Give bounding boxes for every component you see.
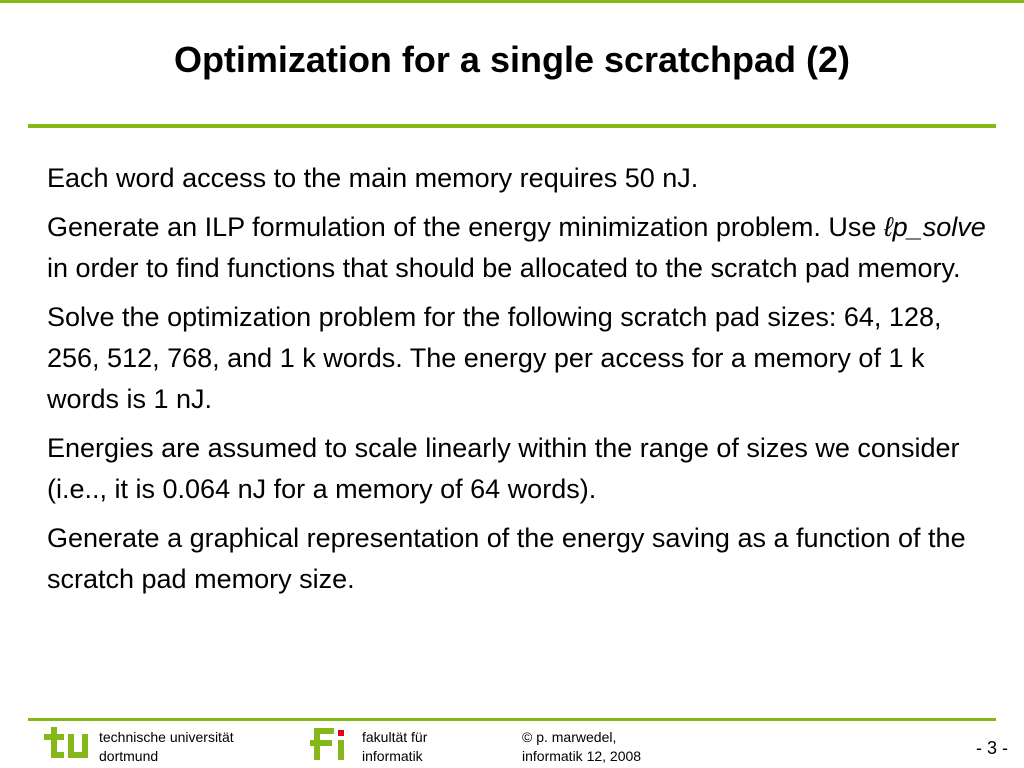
footer-faculty-line1: fakultät für [362, 729, 428, 745]
paragraph-graphical-representation: Generate a graphical representation of the energy saving as a function of the scratch pad memory size. [47, 523, 966, 594]
paragraph-memory-access: Each word access to the main memory requires 50 nJ. [47, 163, 699, 193]
paragraph-ilp-text-before: Generate an ILP formulation of the energy minimization problem. Use [47, 212, 884, 242]
footer-copyright-line1: © p. marwedel, [522, 729, 617, 745]
page-number: - 3 - [975, 738, 1008, 758]
slide-title: Optimization for a single scratchpad (2) [173, 39, 851, 80]
footer-university-line2: dortmund [99, 748, 159, 764]
paragraph-ilp-text-after: in order to find functions that should be allocated to the scratch pad memory. [47, 253, 961, 283]
footer-faculty-line2: informatik [362, 748, 423, 764]
tu-dortmund-logo [42, 724, 92, 764]
footer-university-line1: technische universität [99, 729, 234, 745]
footer-university [99, 728, 289, 766]
footer-copyright [522, 728, 722, 766]
footer-divider [28, 718, 996, 721]
top-accent-rule [0, 0, 1024, 3]
title-divider [28, 124, 996, 128]
paragraph-energy-scaling: Energies are assumed to scale linearly within the range of sizes we consider (i.e.., it is 0.064 nJ for a memory of 64 words). [47, 433, 960, 504]
paragraph-scratchpad-sizes: Solve the optimization problem for the following scratch pad sizes: 64, 128, 256, 512, 768, and 1 k words. The energy per access for a memory of 1 k words is 1 nJ. [47, 302, 942, 414]
paragraph-ilp-formulation [47, 207, 987, 289]
footer-faculty [362, 728, 492, 766]
slide-content [47, 158, 987, 608]
footer-copyright-line2: informatik 12, 2008 [522, 748, 642, 764]
fakultaet-informatik-logo [308, 724, 354, 764]
lp-solve-term: ℓp_solve [883, 212, 986, 242]
